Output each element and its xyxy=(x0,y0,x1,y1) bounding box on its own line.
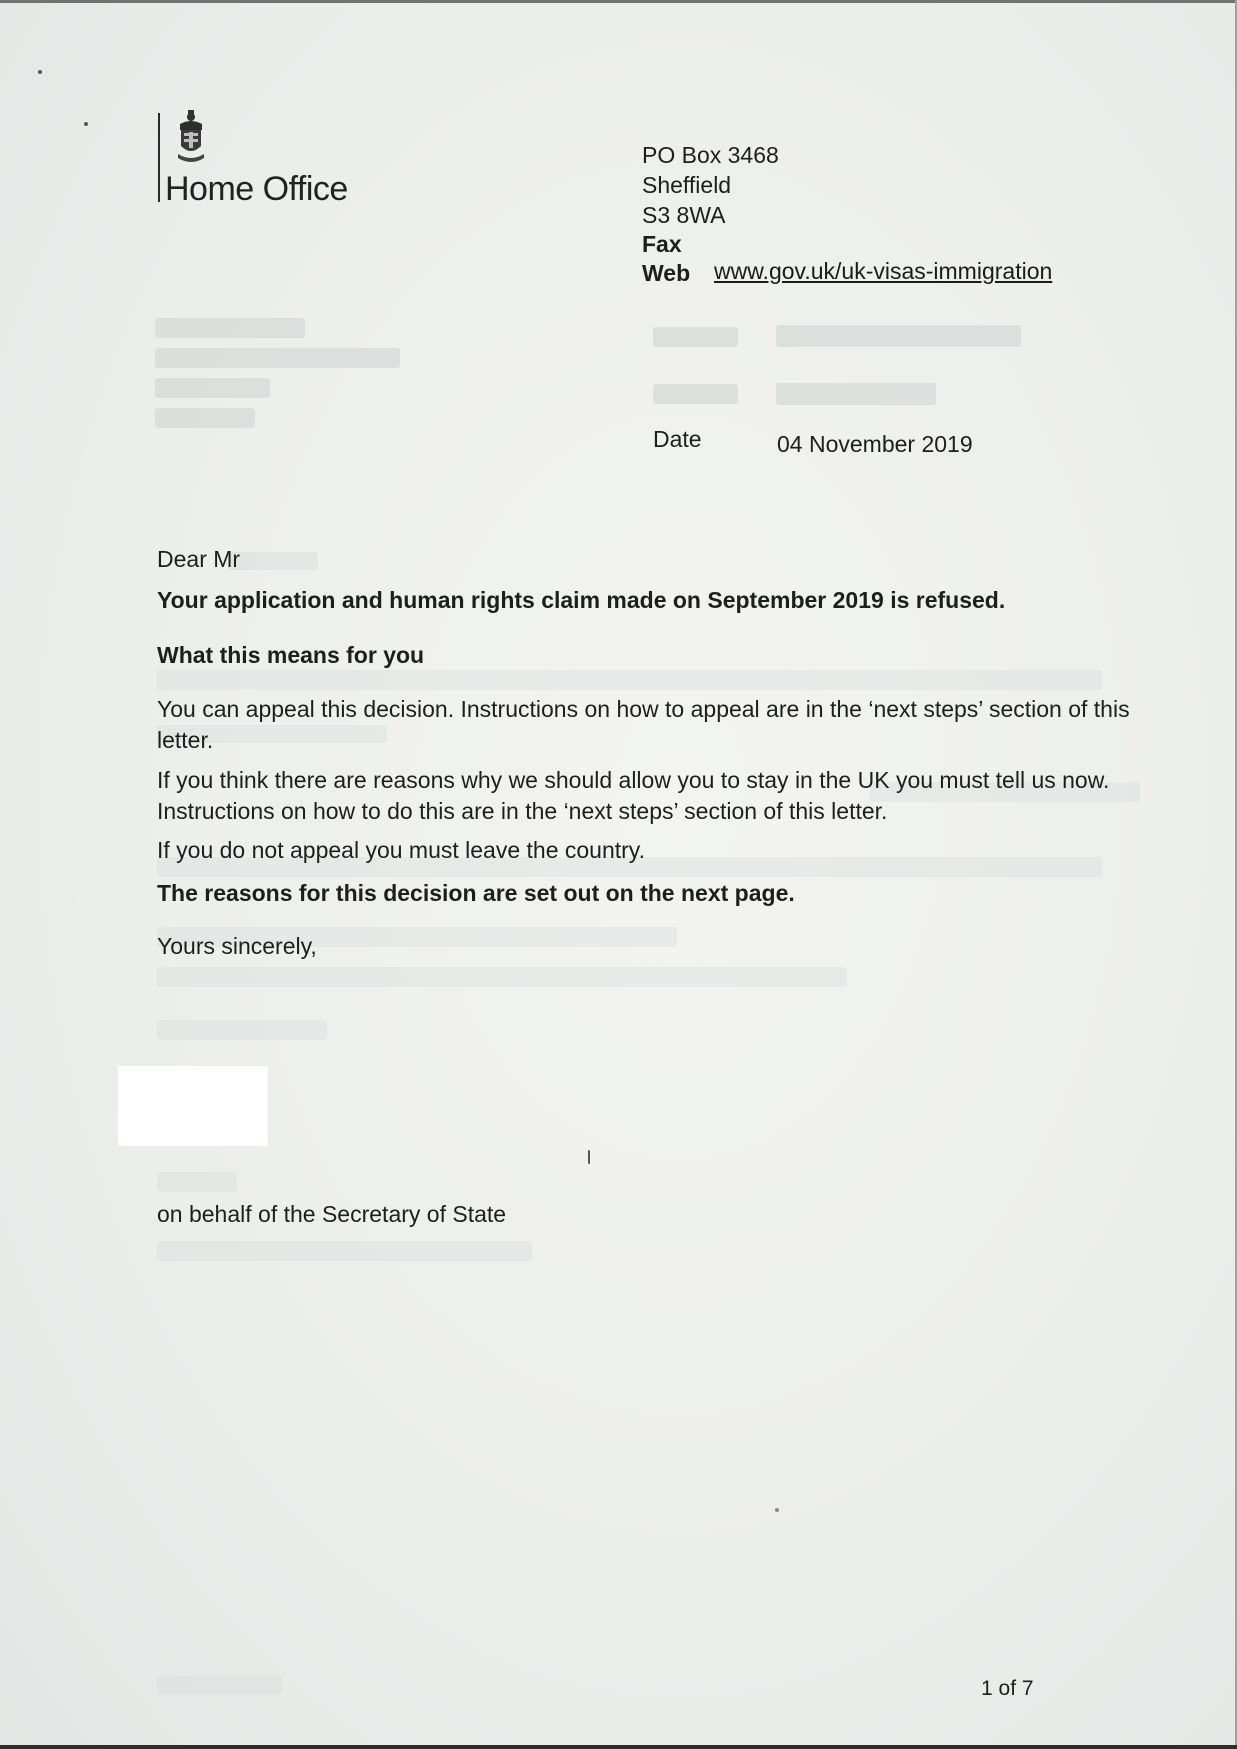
ghost-text xyxy=(157,967,847,987)
decision-headline: Your application and human rights claim made on September 2019 is refused. xyxy=(157,587,1006,613)
ghost-text xyxy=(157,1241,532,1261)
faded-recipient-line xyxy=(155,378,270,398)
scan-speck xyxy=(84,122,88,126)
page-indicator: 1 of 7 xyxy=(981,1677,1034,1700)
ghost-text xyxy=(157,1676,282,1694)
salutation: Dear Mr xyxy=(157,546,241,572)
web-link[interactable]: www.gov.uk/uk-visas-immigration xyxy=(714,258,1053,284)
signatory-role: on behalf of the Secretary of State xyxy=(157,1201,507,1227)
royal-crest-icon xyxy=(174,110,208,168)
date-value: 04 November 2019 xyxy=(777,431,973,457)
web-label: Web xyxy=(642,260,691,286)
address-line-2: Sheffield xyxy=(642,172,732,198)
scan-edge-bottom xyxy=(0,1745,1237,1749)
ghost-text xyxy=(157,670,1102,690)
home-office-wordmark: Home Office xyxy=(165,170,348,208)
faded-reference-value xyxy=(776,383,936,405)
faded-recipient-line xyxy=(155,348,400,368)
ghost-text xyxy=(157,1172,237,1192)
scan-speck xyxy=(775,1508,779,1512)
address-line-3: S3 8WA xyxy=(642,202,726,228)
address-line-1: PO Box 3468 xyxy=(642,142,779,168)
faded-reference-label xyxy=(653,384,738,404)
scan-speck xyxy=(38,70,42,74)
paragraph-appeal: You can appeal this decision. Instructions on how to appeal are in the ‘next steps’ section of this letter. xyxy=(157,696,1130,753)
faded-reference-label xyxy=(653,327,738,347)
closing: Yours sincerely, xyxy=(157,933,317,959)
date-label: Date xyxy=(653,426,702,452)
reasons-note: The reasons for this decision are set out on the next page. xyxy=(157,880,795,906)
scan-edge-top xyxy=(0,0,1237,3)
faded-recipient-line xyxy=(155,318,305,338)
fax-label: Fax xyxy=(642,231,682,257)
paragraph-reasons-to-stay: If you think there are reasons why we should allow you to stay in the UK you must tell us now. Instructions on how to do this are in the ‘next steps’ section of this letter. xyxy=(157,767,1110,824)
ghost-text xyxy=(157,1020,327,1040)
scan-speck xyxy=(588,1150,590,1164)
paragraph-leave: If you do not appeal you must leave the country. xyxy=(157,837,645,863)
redacted-signature xyxy=(118,1066,268,1146)
logo-divider xyxy=(158,113,160,202)
faded-recipient-line xyxy=(155,408,255,428)
faded-reference-value xyxy=(776,325,1021,347)
section-heading: What this means for you xyxy=(157,642,425,668)
